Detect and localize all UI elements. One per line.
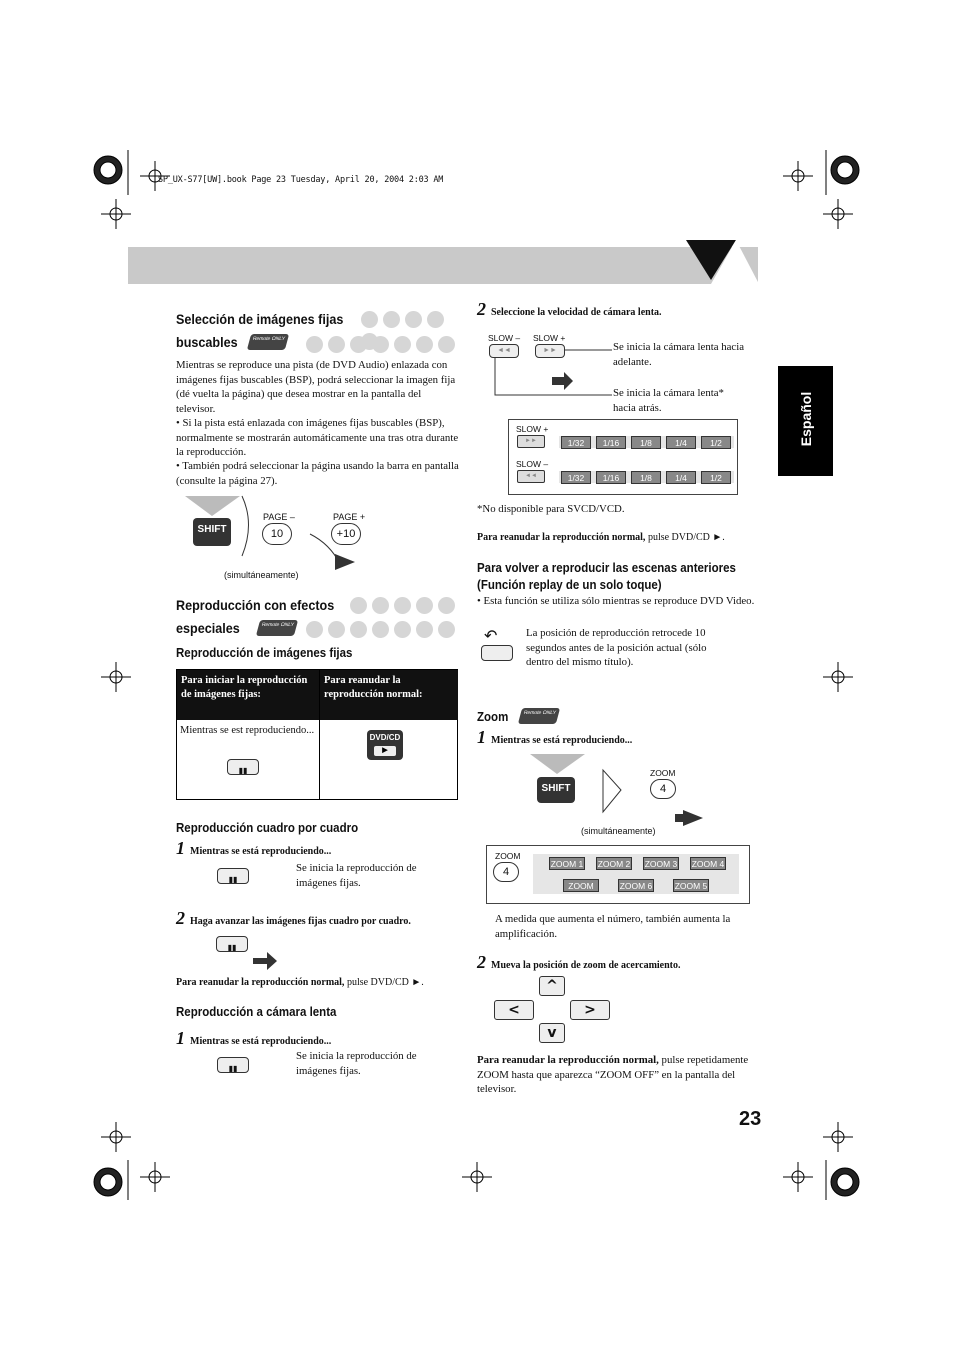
speed-chip: 1/8 xyxy=(631,471,661,484)
page-plus-button[interactable]: +10 xyxy=(331,523,361,545)
rewind-icon: ◄◄ xyxy=(497,347,511,354)
remote-only-icon: Remote ONLY xyxy=(518,708,560,724)
subsection-title: Reproducción de imágenes fijas xyxy=(176,646,353,660)
resume-note xyxy=(176,976,424,991)
zoom-label: ZOOM xyxy=(495,851,521,861)
language-tab-label: Español xyxy=(798,391,814,447)
pause-icon: ▮▮ xyxy=(228,1064,238,1073)
play-icon: ▶ xyxy=(374,746,396,756)
subsection-title: Reproducción cuadro por cuadro xyxy=(176,821,359,835)
speed-chip: 1/4 xyxy=(666,471,696,484)
speed-chip: 1/8 xyxy=(631,436,661,449)
remote-only-icon: Remote ONLY xyxy=(247,334,289,350)
subsection-title: Reproducción a cámara lenta xyxy=(176,1005,337,1019)
resume-bold: Para reanudar la reproducción normal, xyxy=(477,1054,659,1066)
step-text: Haga avanzar las imágenes fijas cuadro por cuadro. xyxy=(190,916,411,927)
language-tab xyxy=(778,366,833,476)
still-table xyxy=(176,669,458,800)
slow-forward-note: Se inicia la cámara lenta hacia adelante. xyxy=(613,341,744,368)
replay-arrow-icon: ↶ xyxy=(484,626,498,645)
speed-track-forward xyxy=(559,436,734,448)
step-number: 1 xyxy=(176,838,185,858)
corner-triangle xyxy=(686,240,761,285)
replay-note: La posición de reproducción retrocede 10 segundos antes de la posición actual (sólo dentro del mismo título). xyxy=(526,627,707,668)
cursor-left-button[interactable] xyxy=(494,1000,534,1020)
resume-bold: Para reanudar la reproducción normal, xyxy=(176,977,345,988)
step-note: Se inicia la reproducción de imágenes fijas. xyxy=(296,1050,417,1077)
speed-chip: 1/4 xyxy=(666,436,696,449)
title-dots xyxy=(306,621,460,643)
zoom-chip: ZOOM OFF xyxy=(563,879,599,892)
slow-connector-lines xyxy=(490,345,615,405)
remote-only-icon: Remote ONLY xyxy=(256,620,298,636)
step-text: Mientras se está reproduciendo... xyxy=(190,846,332,857)
pause-icon: ▮▮ xyxy=(228,875,238,884)
slow-minus-label: SLOW – xyxy=(516,459,549,469)
forward-icon: ►► xyxy=(543,347,557,354)
section-title: Reproducción con efectos xyxy=(176,597,335,613)
chevron-down-icon: v xyxy=(547,1025,557,1041)
speed-chip: 1/32 xyxy=(561,436,591,449)
zoom-chip: ZOOM 4 xyxy=(691,859,725,869)
step-text: Mueva la posición de zoom de acercamiento. xyxy=(491,960,681,971)
step-number: 1 xyxy=(477,727,486,747)
resume-rest: pulse DVD/CD ►. xyxy=(344,977,424,988)
dvd-cd-label: DVD/CD xyxy=(369,733,401,742)
section-title: Selección de imágenes fijas xyxy=(176,311,344,327)
step-number: 2 xyxy=(477,952,486,972)
zoom-button[interactable]: 4 xyxy=(650,779,676,799)
zoom-label: ZOOM xyxy=(650,768,676,778)
shift-button[interactable]: SHIFT xyxy=(537,777,575,803)
dvd-cd-button[interactable] xyxy=(367,730,403,760)
table-cell-left: Mientras se est reproduciendo... xyxy=(180,725,315,736)
section-title: buscables xyxy=(176,334,238,350)
forward-icon: ►► xyxy=(517,435,545,448)
step-text: Mientras se está reproduciendo... xyxy=(190,1036,332,1047)
replay-bullet: • Esta función se utiliza sólo mientras se reproduce DVD Video. xyxy=(477,595,755,607)
simultaneous-note: (simultáneamente) xyxy=(581,826,656,836)
resume-bold: Para reanudar la reproducción normal, xyxy=(477,532,646,543)
slow-plus-label: SLOW + xyxy=(533,333,566,343)
speed-chip: 1/16 xyxy=(596,436,626,449)
cursor-down-button[interactable] xyxy=(539,1023,565,1043)
arrow-right-icon xyxy=(253,952,278,970)
table-head-left: Para iniciar la reproducción de imágenes fijas: xyxy=(177,670,319,720)
speed-track-backward xyxy=(559,471,734,483)
slow-backward-note: Se inicia la cámara lenta* hacia atrás. xyxy=(613,387,724,414)
subsection-title: Zoom xyxy=(477,710,509,724)
slow-plus-label: SLOW + xyxy=(516,424,549,434)
zoom-note: A medida que aumenta el número, también aumenta la amplificación. xyxy=(495,913,731,940)
step-number: 2 xyxy=(176,908,185,928)
step-note: Se inicia la reproducción de imágenes fijas. xyxy=(296,862,417,889)
chevron-up-icon: ^ xyxy=(546,978,558,994)
table-head-right: Para reanudar la reproducción normal: xyxy=(320,670,458,720)
bsp-bullet: • También podrá seleccionar la página usando la barra en pantalla (consulte la página 27). xyxy=(176,460,459,487)
speed-chip: 1/2 xyxy=(701,471,731,484)
header-band xyxy=(128,247,758,284)
zoom-chip: ZOOM 1 xyxy=(550,859,584,869)
step-text: Seleccione la velocidad de cámara lenta. xyxy=(491,307,662,318)
resume-rest: pulse DVD/CD ►. xyxy=(645,532,725,543)
slow-minus-label: SLOW – xyxy=(488,333,521,343)
chevron-right-icon: > xyxy=(584,1002,596,1018)
page-number: 23 xyxy=(739,1108,762,1130)
bsp-bullet: • Si la pista está enlazada con imágenes fijas buscables (BSP), normalmente se mostrarán automáticamente una tras otra durante la reproducción. xyxy=(176,417,459,458)
section-title: especiales xyxy=(176,620,240,636)
pause-button[interactable] xyxy=(216,936,248,952)
replay-button[interactable] xyxy=(481,645,513,661)
pause-icon: ▮▮ xyxy=(238,766,248,775)
zoom-chip: ZOOM 3 xyxy=(644,859,678,869)
zoom-chip: ZOOM 2 xyxy=(597,859,631,869)
page-plus-label: PAGE + xyxy=(333,512,366,522)
speed-chip: 1/2 xyxy=(701,436,731,449)
page-minus-label: PAGE – xyxy=(263,512,295,522)
bsp-intro: Mientras se reproduce una pista (de DVD Audio) enlazada con imágenes fijas buscables (BSP), podrá seleccionar la imagen fija (dé vuelta la página) que desea mostrar en la pantalla del televisor. xyxy=(176,359,456,415)
cursor-up-button[interactable] xyxy=(539,976,565,996)
subsection-title: (Función replay de un solo toque) xyxy=(477,578,662,592)
pause-button[interactable] xyxy=(217,1057,249,1073)
subsection-title: Para volver a reproducir las escenas anteriores xyxy=(477,561,736,575)
page-minus-button[interactable]: 10 xyxy=(262,523,292,545)
step-number: 2 xyxy=(477,299,486,319)
zoom-resume-note xyxy=(477,1053,762,1097)
zoom-button: 4 xyxy=(493,862,519,882)
step-text: Mientras se está reproduciendo... xyxy=(491,735,633,746)
slow-speed-box xyxy=(508,419,738,495)
zoom-chip: ZOOM 6 xyxy=(619,881,653,891)
title-dots xyxy=(350,597,460,619)
zoom-chip: ZOOM 5 xyxy=(674,881,708,891)
zoom-cycle-box xyxy=(486,845,750,904)
pause-button[interactable] xyxy=(227,759,259,775)
step-number: 1 xyxy=(176,1028,185,1048)
pause-icon: ▮▮ xyxy=(227,943,237,952)
rewind-icon: ◄◄ xyxy=(517,470,545,483)
zoom-track xyxy=(533,854,739,904)
pause-button[interactable] xyxy=(217,868,249,884)
footnote: *No disponible para SVCD/VCD. xyxy=(477,503,625,515)
simultaneous-note: (simultáneamente) xyxy=(224,570,299,580)
speed-chip: 1/16 xyxy=(596,471,626,484)
shift-button[interactable]: SHIFT xyxy=(193,518,231,546)
cursor-right-button[interactable] xyxy=(570,1000,610,1020)
chevron-left-icon: < xyxy=(508,1002,520,1018)
resume-rest: pulse repetidamente ZOOM hasta que aparezca “ZOOM OFF” en la pantalla del televisor. xyxy=(477,1054,749,1095)
speed-chip: 1/32 xyxy=(561,471,591,484)
resume-note xyxy=(477,531,725,546)
file-info: SP_UX-S77[UW].book Page 23 Tuesday, April 20, 2004 2:03 AM xyxy=(158,175,444,185)
title-dots xyxy=(306,336,460,358)
table-divider xyxy=(319,670,320,799)
